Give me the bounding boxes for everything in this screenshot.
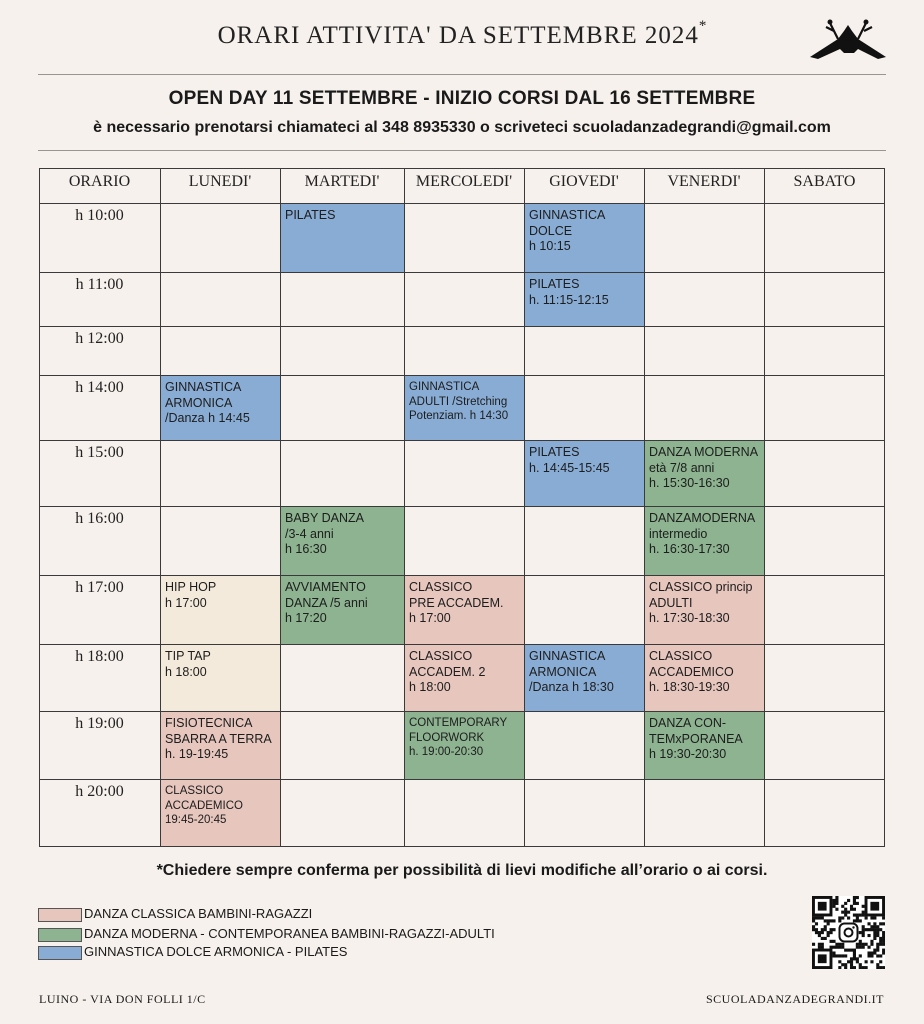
top-divider bbox=[38, 74, 886, 75]
title-text: ORARI ATTIVITA' DA SETTEMBRE 2024 bbox=[217, 22, 699, 49]
grid-horizontal-line bbox=[39, 779, 885, 780]
activity-line: ACCADEMICO bbox=[649, 664, 734, 679]
activity-line: età 7/8 anni bbox=[649, 460, 715, 475]
dancer-silhouette-icon bbox=[808, 17, 890, 61]
activity-line: ACCADEM. 2 bbox=[409, 664, 486, 679]
legend-swatch-classica bbox=[38, 908, 82, 922]
grid-horizontal-line bbox=[39, 375, 885, 376]
activity-line: h. 16:30-17:30 bbox=[649, 542, 730, 556]
activity-line: DANZAMODERNA bbox=[649, 511, 756, 525]
header-divider bbox=[38, 150, 886, 151]
time-slot: h 17:00 bbox=[75, 579, 124, 596]
grid-horizontal-line bbox=[39, 846, 885, 847]
activity-line: intermedio bbox=[649, 526, 708, 541]
activity-line: h 18:00 bbox=[409, 680, 451, 694]
grid-horizontal-line bbox=[39, 440, 885, 441]
activity-line: CLASSICO bbox=[649, 649, 713, 663]
activity-block bbox=[280, 575, 404, 644]
activity-line: h. 14:45-15:45 bbox=[529, 460, 610, 475]
booking-info: è necessario prenotarsi chiamateci al 348 8935330 o scriveteci scuoladanzadegrandi@gmail.com bbox=[93, 119, 831, 136]
time-slot: h 16:00 bbox=[75, 510, 124, 527]
activity-block bbox=[404, 375, 524, 440]
activity-line: h. 19:00-20:30 bbox=[409, 746, 484, 758]
time-slot: h 12:00 bbox=[75, 330, 124, 347]
activity-line: TIP TAP bbox=[165, 649, 211, 663]
activity-line: FLOORWORK bbox=[409, 731, 485, 744]
activity-line: DOLCE bbox=[529, 223, 573, 238]
activity-block bbox=[404, 711, 524, 779]
grid-vertical-line bbox=[39, 168, 40, 847]
grid-horizontal-line bbox=[39, 711, 885, 712]
column-header: GIOVEDI' bbox=[549, 173, 619, 190]
grid-vertical-line bbox=[280, 168, 281, 847]
legend-label: DANZA MODERNA - CONTEMPORANEA BAMBINI-RAGAZZI-ADULTI bbox=[84, 926, 495, 941]
activity-line: h. 11:15-12:15 bbox=[529, 292, 609, 307]
column-header: SABATO bbox=[793, 173, 856, 190]
time-slot: h 20:00 bbox=[75, 783, 124, 800]
time-slot: h 10:00 bbox=[75, 207, 124, 224]
activity-block bbox=[160, 375, 280, 440]
time-slot: h 15:00 bbox=[75, 444, 124, 461]
website-link[interactable]: SCUOLADANZADEGRANDI.IT bbox=[706, 992, 884, 1006]
activity-block bbox=[644, 711, 764, 779]
activity-block bbox=[644, 644, 764, 711]
legend-swatch-ginnastica bbox=[38, 946, 82, 960]
schedule-table bbox=[39, 168, 885, 847]
activity-line: CONTEMPORARY bbox=[409, 717, 508, 729]
grid-horizontal-line bbox=[39, 168, 885, 169]
activity-line: h. 15:30-16:30 bbox=[649, 476, 730, 490]
activity-line: 19:45-20:45 bbox=[165, 814, 227, 826]
disclaimer-note: *Chiedere sempre conferma per possibilità di lievi modifiche all’orario o ai corsi. bbox=[156, 862, 768, 879]
column-header: LUNEDI' bbox=[188, 173, 252, 190]
grid-horizontal-line bbox=[39, 506, 885, 507]
activity-block bbox=[524, 272, 644, 326]
activity-block bbox=[644, 440, 764, 506]
activity-line: PRE ACCADEM. bbox=[409, 595, 504, 610]
activity-line: /Danza h 18:30 bbox=[529, 680, 614, 694]
activity-line: TEMxPORANEA bbox=[649, 731, 743, 746]
activity-line: Potenziam. h 14:30 bbox=[409, 410, 509, 422]
grid-vertical-line bbox=[524, 168, 525, 847]
title-asterisk: * bbox=[698, 18, 707, 34]
activity-line: GINNASTICA bbox=[409, 381, 480, 393]
activity-line: h 17:00 bbox=[409, 611, 451, 625]
legend-label: GINNASTICA DOLCE ARMONICA - PILATES bbox=[84, 944, 348, 959]
activity-line: h 17:00 bbox=[165, 595, 207, 610]
grid-vertical-line bbox=[644, 168, 645, 847]
legend-swatch-moderna bbox=[38, 928, 82, 942]
activity-line: DANZA MODERNA bbox=[649, 445, 759, 459]
activity-line: FISIOTECNICA bbox=[165, 716, 253, 730]
activity-line: GINNASTICA bbox=[165, 380, 242, 394]
activity-block bbox=[524, 203, 644, 272]
activity-line: h 16:30 bbox=[285, 542, 327, 556]
activity-line: h 17:20 bbox=[285, 611, 327, 625]
time-slot: h 18:00 bbox=[75, 648, 124, 665]
activity-line: CLASSICO bbox=[409, 580, 473, 594]
activity-block bbox=[644, 506, 764, 575]
activity-line: PILATES bbox=[529, 445, 580, 459]
activity-line: h. 19-19:45 bbox=[165, 747, 229, 761]
activity-line: CLASSICO bbox=[165, 785, 224, 797]
grid-vertical-line bbox=[884, 168, 885, 847]
activity-line: ADULTI bbox=[649, 595, 693, 610]
column-header: ORARIO bbox=[68, 173, 131, 190]
activity-line: SBARRA A TERRA bbox=[165, 731, 272, 746]
activity-line: ADULTI /Stretching bbox=[409, 395, 508, 408]
activity-line: ARMONICA bbox=[165, 395, 233, 410]
activity-line: HIP HOP bbox=[165, 580, 217, 594]
activity-block bbox=[160, 711, 280, 779]
column-header: VENERDI' bbox=[667, 173, 741, 190]
grid-vertical-line bbox=[404, 168, 405, 847]
legend-label: DANZA CLASSICA BAMBINI-RAGAZZI bbox=[84, 906, 313, 921]
grid-horizontal-line bbox=[39, 326, 885, 327]
open-day-banner: OPEN DAY 11 SETTEMBRE - INIZIO CORSI DAL 16 SETTEMBRE bbox=[168, 88, 756, 109]
grid-horizontal-line bbox=[39, 644, 885, 645]
activity-block bbox=[160, 779, 280, 847]
activity-block bbox=[644, 575, 764, 644]
time-slot: h 11:00 bbox=[75, 276, 124, 293]
activity-line: h 19:30-20:30 bbox=[649, 747, 727, 761]
activity-line: GINNASTICA bbox=[529, 649, 606, 663]
time-slot: h 14:00 bbox=[75, 379, 124, 396]
activity-block bbox=[524, 440, 644, 506]
activity-line: h 10:15 bbox=[529, 239, 571, 253]
column-header: MERCOLEDI' bbox=[415, 173, 513, 190]
address-text: LUINO - VIA DON FOLLI 1/C bbox=[39, 992, 206, 1006]
grid-vertical-line bbox=[764, 168, 765, 847]
grid-vertical-line bbox=[160, 168, 161, 847]
time-slot: h 19:00 bbox=[75, 715, 124, 732]
grid-horizontal-line bbox=[39, 272, 885, 273]
activity-line: h. 18:30-19:30 bbox=[649, 680, 730, 694]
activity-block bbox=[160, 644, 280, 711]
activity-block bbox=[280, 506, 404, 575]
activity-block bbox=[404, 575, 524, 644]
activity-block bbox=[524, 644, 644, 711]
activity-line: AVVIAMENTO bbox=[285, 580, 366, 594]
activity-block bbox=[280, 203, 404, 272]
activity-line: PILATES bbox=[529, 277, 580, 291]
activity-block bbox=[404, 644, 524, 711]
activity-line: h. 17:30-18:30 bbox=[649, 611, 730, 625]
activity-line: GINNASTICA bbox=[529, 208, 606, 222]
activity-line: ARMONICA bbox=[529, 664, 597, 679]
activity-block bbox=[160, 575, 280, 644]
grid-horizontal-line bbox=[39, 203, 885, 204]
grid-horizontal-line bbox=[39, 575, 885, 576]
activity-line: CLASSICO bbox=[409, 649, 473, 663]
activity-line: /Danza h 14:45 bbox=[165, 411, 250, 425]
instagram-qr-code-icon bbox=[812, 896, 885, 969]
page-title bbox=[0, 18, 924, 50]
activity-line: CLASSICO princip bbox=[649, 580, 753, 594]
activity-line: BABY DANZA bbox=[285, 511, 364, 525]
activity-line: ACCADEMICO bbox=[165, 799, 243, 812]
column-header: MARTEDI' bbox=[304, 173, 380, 190]
activity-line: DANZA CON- bbox=[649, 716, 727, 730]
activity-line: PILATES bbox=[285, 208, 336, 222]
activity-line: h 18:00 bbox=[165, 664, 207, 679]
activity-line: /3-4 anni bbox=[285, 526, 334, 541]
activity-line: DANZA /5 anni bbox=[285, 595, 368, 610]
